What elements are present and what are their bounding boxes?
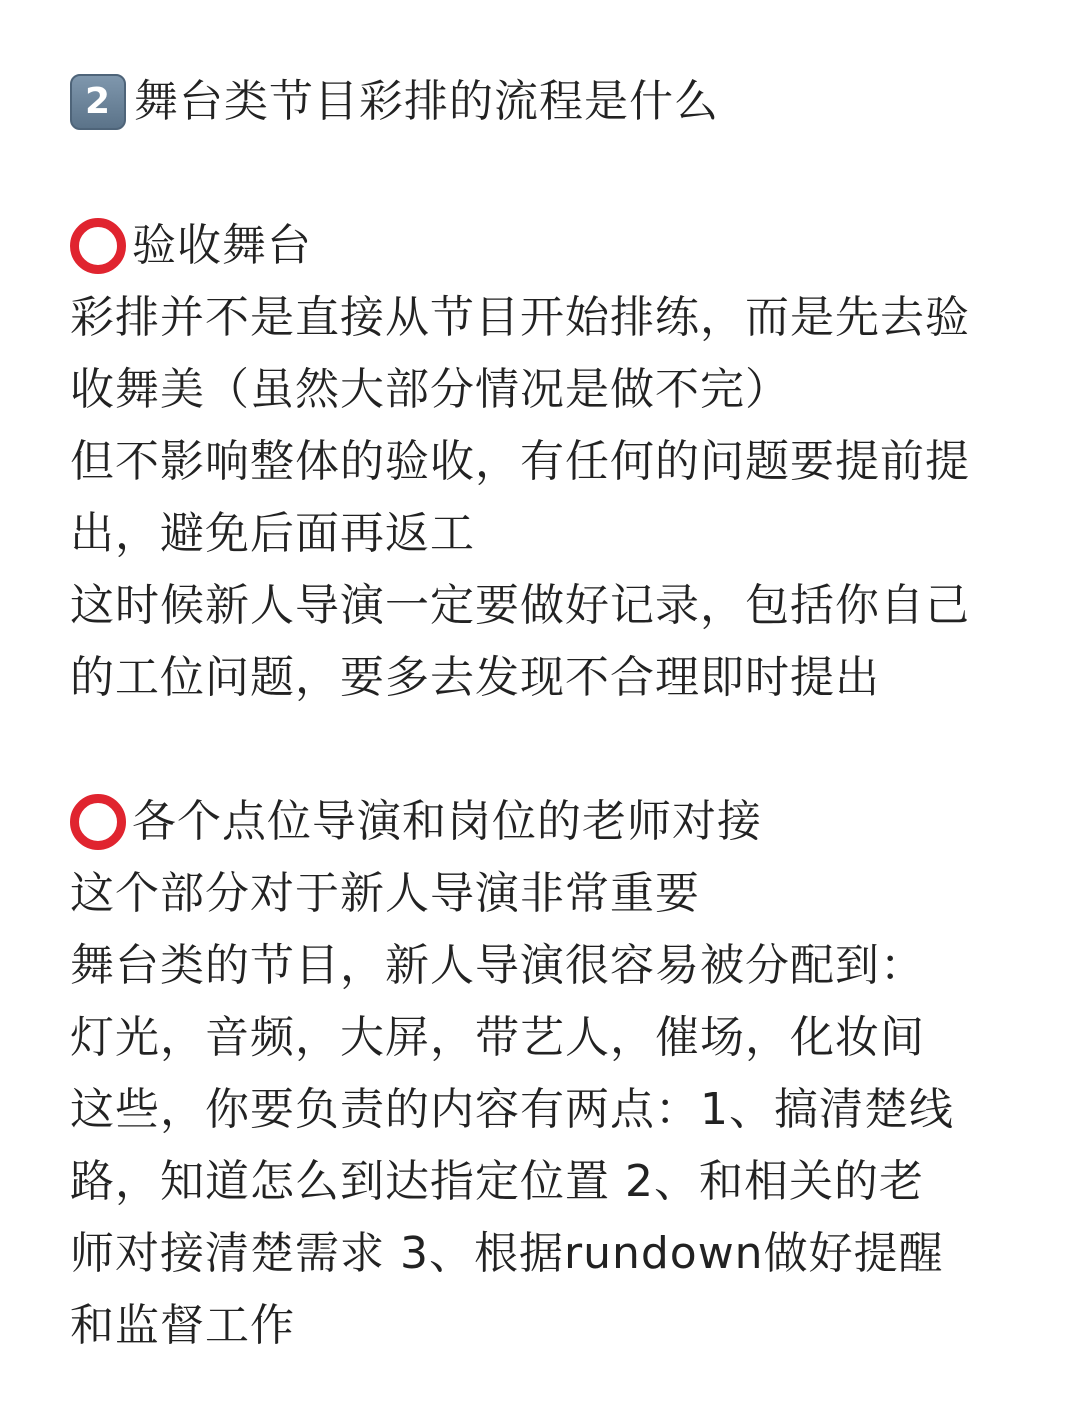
paragraph-line: 和监督工作 [70, 1300, 295, 1351]
paragraph-line: 路，知道怎么到达指定位置 2、和相关的老 [70, 1156, 924, 1207]
spacer [70, 714, 1010, 786]
section-position-coordination [70, 786, 1010, 1362]
paragraph-line: 这些，你要负责的内容有两点：1、搞清楚线 [70, 1084, 954, 1135]
paragraph-line: 灯光，音频，大屏，带艺人，催场，化妆间 [70, 1012, 925, 1063]
section-title-text: 各个点位导演和岗位的老师对接 [132, 796, 762, 847]
paragraph-line: 但不影响整体的验收，有任何的问题要提前提 [70, 436, 970, 487]
heading [70, 66, 1010, 138]
red-circle-icon [70, 794, 126, 850]
paragraph-line: 这时候新人导演一定要做好记录，包括你自己 [70, 580, 970, 631]
section-stage-acceptance [70, 210, 1010, 714]
paragraph-line: 出，避免后面再返工 [70, 508, 475, 559]
paragraph-line: 师对接清楚需求 3、根据rundown做好提醒 [70, 1228, 944, 1279]
spacer [70, 138, 1010, 210]
section-title [70, 786, 1010, 858]
paragraph-line: 这个部分对于新人导演非常重要 [70, 868, 700, 919]
red-circle-icon [70, 218, 126, 274]
section-title [70, 210, 1010, 282]
paragraph-line: 的工位问题，要多去发现不合理即时提出 [70, 652, 880, 703]
heading-text: 舞台类节目彩排的流程是什么 [134, 76, 719, 127]
paragraph-line: 舞台类的节目，新人导演很容易被分配到： [70, 940, 925, 991]
keycap-2-icon: 2 [70, 74, 126, 130]
section-title-text: 验收舞台 [132, 220, 312, 271]
paragraph-line: 彩排并不是直接从节目开始排练，而是先去验 [70, 292, 970, 343]
paragraph-line: 收舞美（虽然大部分情况是做不完） [70, 364, 790, 415]
